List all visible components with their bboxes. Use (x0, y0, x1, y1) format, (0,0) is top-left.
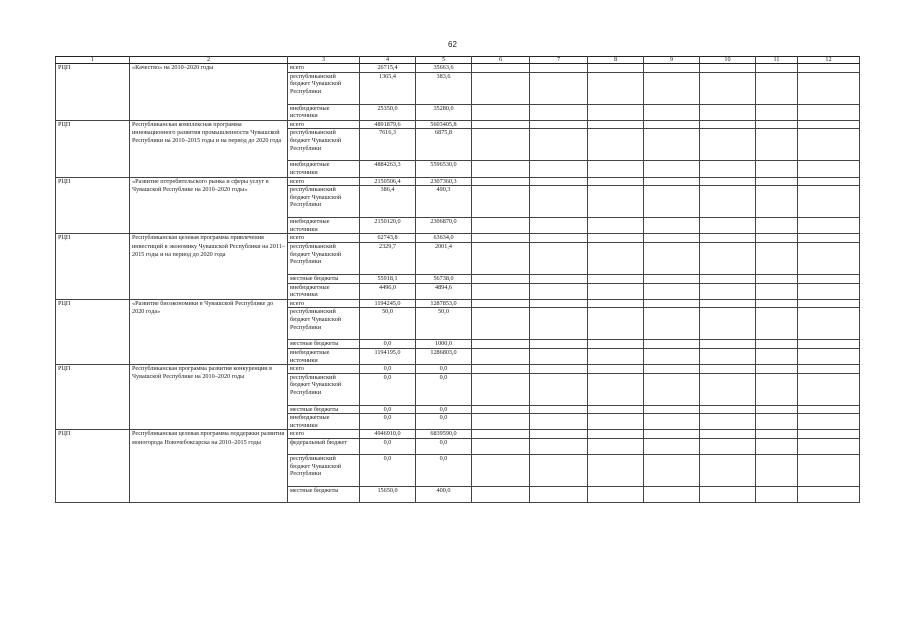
empty-cell (472, 129, 530, 161)
empty-cell (798, 340, 860, 349)
empty-cell (756, 274, 798, 283)
empty-cell (472, 340, 530, 349)
empty-cell (700, 72, 756, 104)
empty-cell (644, 218, 700, 234)
empty-cell (756, 186, 798, 218)
empty-cell (472, 283, 530, 299)
funding-source: республиканский бюджет Чувашской Республики (288, 308, 360, 340)
amount-cell: 0,0 (416, 365, 472, 374)
empty-cell (588, 242, 644, 274)
empty-cell (756, 218, 798, 234)
column-header: 4 (360, 57, 416, 64)
empty-cell (700, 373, 756, 405)
amount-cell: 0,0 (416, 373, 472, 405)
table-row (56, 365, 860, 374)
empty-cell (530, 365, 588, 374)
empty-cell (644, 104, 700, 120)
empty-cell (644, 405, 700, 414)
empty-cell (588, 104, 644, 120)
empty-cell (530, 64, 588, 73)
empty-cell (530, 129, 588, 161)
amount-cell: 4894,6 (416, 283, 472, 299)
program-name: Республиканская программа развития конкуренции в Чувашской Республике на 2010–2020 годы (130, 365, 288, 430)
program-code: РЦП (56, 430, 130, 503)
table-row (56, 64, 860, 73)
program-name: «Качество» на 2010–2020 годы (130, 64, 288, 121)
empty-cell (644, 283, 700, 299)
amount-cell: 6839590,0 (416, 430, 472, 439)
empty-cell (588, 218, 644, 234)
funding-source: внебюджетные источники (288, 104, 360, 120)
header-row (56, 57, 860, 64)
amount-cell: 35280,0 (416, 104, 472, 120)
empty-cell (530, 72, 588, 104)
empty-cell (700, 365, 756, 374)
amount-cell: 1000,0 (416, 340, 472, 349)
empty-cell (530, 161, 588, 177)
empty-cell (644, 177, 700, 186)
empty-cell (700, 64, 756, 73)
funding-source: республиканский бюджет Чувашской Республики (288, 242, 360, 274)
empty-cell (530, 405, 588, 414)
column-header: 7 (530, 57, 588, 64)
amount-cell: 35663,6 (416, 64, 472, 73)
empty-cell (644, 299, 700, 308)
empty-cell (472, 455, 530, 487)
funding-source: внебюджетные источники (288, 348, 360, 364)
empty-cell (588, 439, 644, 455)
amount-cell: 50,0 (416, 308, 472, 340)
empty-cell (700, 487, 756, 503)
column-header: 1 (56, 57, 130, 64)
empty-cell (588, 177, 644, 186)
amount-cell: 55918,1 (360, 274, 416, 283)
empty-cell (756, 365, 798, 374)
empty-cell (700, 161, 756, 177)
empty-cell (644, 414, 700, 430)
funding-source: республиканский бюджет Чувашской Республики (288, 129, 360, 161)
empty-cell (798, 348, 860, 364)
empty-cell (472, 72, 530, 104)
amount-cell: 2329,7 (360, 242, 416, 274)
amount-cell: 0,0 (360, 373, 416, 405)
page-number: 62 (448, 40, 457, 49)
empty-cell (756, 177, 798, 186)
program-code: РЦП (56, 234, 130, 299)
empty-cell (472, 242, 530, 274)
empty-cell (588, 161, 644, 177)
amount-cell: 400,0 (416, 487, 472, 503)
empty-cell (798, 430, 860, 439)
funding-source: местные бюджеты (288, 405, 360, 414)
empty-cell (798, 64, 860, 73)
amount-cell: 1194195,0 (360, 348, 416, 364)
table-row (56, 120, 860, 129)
funding-source: местные бюджеты (288, 487, 360, 503)
empty-cell (756, 120, 798, 129)
empty-cell (798, 218, 860, 234)
empty-cell (644, 186, 700, 218)
amount-cell: 490,3 (416, 186, 472, 218)
amount-cell: 5603405,8 (416, 120, 472, 129)
amount-cell: 0,0 (360, 439, 416, 455)
empty-cell (798, 439, 860, 455)
funding-source: республиканский бюджет Чувашской Республики (288, 186, 360, 218)
empty-cell (472, 299, 530, 308)
empty-cell (644, 234, 700, 243)
empty-cell (644, 120, 700, 129)
empty-cell (798, 120, 860, 129)
empty-cell (644, 242, 700, 274)
empty-cell (644, 439, 700, 455)
empty-cell (700, 455, 756, 487)
empty-cell (530, 218, 588, 234)
empty-cell (644, 64, 700, 73)
empty-cell (530, 234, 588, 243)
empty-cell (756, 405, 798, 414)
empty-cell (588, 283, 644, 299)
empty-cell (472, 405, 530, 414)
empty-cell (756, 299, 798, 308)
empty-cell (798, 365, 860, 374)
funding-source: всего (288, 120, 360, 129)
funding-source: республиканский бюджет Чувашской Республики (288, 455, 360, 487)
empty-cell (700, 439, 756, 455)
amount-cell: 56738,0 (416, 274, 472, 283)
empty-cell (756, 340, 798, 349)
empty-cell (588, 120, 644, 129)
empty-cell (798, 242, 860, 274)
column-header: 5 (416, 57, 472, 64)
empty-cell (798, 373, 860, 405)
amount-cell: 383,6 (416, 72, 472, 104)
funding-source: всего (288, 234, 360, 243)
amount-cell: 26715,4 (360, 64, 416, 73)
empty-cell (798, 405, 860, 414)
empty-cell (700, 129, 756, 161)
empty-cell (700, 218, 756, 234)
table-row (56, 234, 860, 243)
empty-cell (472, 365, 530, 374)
empty-cell (472, 348, 530, 364)
amount-cell: 0,0 (416, 455, 472, 487)
empty-cell (756, 373, 798, 405)
empty-cell (472, 218, 530, 234)
empty-cell (530, 242, 588, 274)
column-header: 9 (644, 57, 700, 64)
empty-cell (530, 373, 588, 405)
empty-cell (644, 365, 700, 374)
empty-cell (798, 308, 860, 340)
program-name: Республиканская целевая программа привлечения инвестиций в экономику Чувашской Республики на 2011–2015 годы и на период до 2020 года (130, 234, 288, 299)
amount-cell: 0,0 (360, 365, 416, 374)
empty-cell (644, 340, 700, 349)
empty-cell (472, 373, 530, 405)
table-row (56, 177, 860, 186)
empty-cell (472, 161, 530, 177)
empty-cell (756, 439, 798, 455)
funding-source: всего (288, 430, 360, 439)
amount-cell: 0,0 (360, 414, 416, 430)
empty-cell (588, 430, 644, 439)
empty-cell (798, 414, 860, 430)
empty-cell (756, 72, 798, 104)
empty-cell (798, 455, 860, 487)
empty-cell (700, 242, 756, 274)
funding-source: всего (288, 299, 360, 308)
table-row (56, 430, 860, 439)
amount-cell: 4884263,3 (360, 161, 416, 177)
empty-cell (798, 274, 860, 283)
empty-cell (756, 487, 798, 503)
amount-cell: 2001,4 (416, 242, 472, 274)
empty-cell (588, 129, 644, 161)
funding-source: республиканский бюджет Чувашской Республики (288, 373, 360, 405)
funding-source: федеральный бюджет (288, 439, 360, 455)
empty-cell (756, 430, 798, 439)
empty-cell (644, 129, 700, 161)
empty-cell (588, 414, 644, 430)
empty-cell (756, 414, 798, 430)
program-code: РЦП (56, 365, 130, 430)
amount-cell: 0,0 (416, 405, 472, 414)
empty-cell (530, 299, 588, 308)
empty-cell (472, 120, 530, 129)
empty-cell (798, 72, 860, 104)
budget-table (55, 56, 860, 503)
empty-cell (700, 177, 756, 186)
empty-cell (530, 308, 588, 340)
empty-cell (472, 104, 530, 120)
empty-cell (472, 274, 530, 283)
empty-cell (700, 405, 756, 414)
empty-cell (644, 161, 700, 177)
empty-cell (472, 186, 530, 218)
empty-cell (644, 72, 700, 104)
amount-cell: 50,0 (360, 308, 416, 340)
amount-cell: 0,0 (360, 455, 416, 487)
empty-cell (530, 120, 588, 129)
program-code: РЦП (56, 299, 130, 364)
amount-cell: 1286803,0 (416, 348, 472, 364)
funding-source: всего (288, 365, 360, 374)
empty-cell (700, 348, 756, 364)
table-row (56, 299, 860, 308)
empty-cell (588, 72, 644, 104)
empty-cell (798, 104, 860, 120)
program-code: РЦП (56, 177, 130, 234)
column-header: 10 (700, 57, 756, 64)
empty-cell (588, 348, 644, 364)
amount-cell: 7616,3 (360, 129, 416, 161)
empty-cell (530, 274, 588, 283)
amount-cell: 2307360,3 (416, 177, 472, 186)
empty-cell (588, 299, 644, 308)
empty-cell (588, 274, 644, 283)
empty-cell (530, 414, 588, 430)
empty-cell (700, 186, 756, 218)
empty-cell (644, 348, 700, 364)
program-name: Республиканская целевая программа поддержки развития моногорода Новочебоксарска на 2010–2015 годы (130, 430, 288, 503)
empty-cell (644, 274, 700, 283)
amount-cell: 6875,8 (416, 129, 472, 161)
funding-source: всего (288, 64, 360, 73)
amount-cell: 1194245,0 (360, 299, 416, 308)
amount-cell: 1365,4 (360, 72, 416, 104)
empty-cell (588, 234, 644, 243)
amount-cell: 2150120,0 (360, 218, 416, 234)
empty-cell (644, 308, 700, 340)
column-header: 11 (756, 57, 798, 64)
empty-cell (700, 299, 756, 308)
empty-cell (756, 242, 798, 274)
column-header: 8 (588, 57, 644, 64)
amount-cell: 2150506,4 (360, 177, 416, 186)
empty-cell (530, 439, 588, 455)
empty-cell (588, 308, 644, 340)
empty-cell (588, 373, 644, 405)
empty-cell (798, 283, 860, 299)
empty-cell (798, 177, 860, 186)
column-header: 6 (472, 57, 530, 64)
amount-cell: 2306870,0 (416, 218, 472, 234)
empty-cell (700, 430, 756, 439)
empty-cell (798, 299, 860, 308)
empty-cell (756, 348, 798, 364)
empty-cell (530, 104, 588, 120)
empty-cell (644, 487, 700, 503)
empty-cell (472, 234, 530, 243)
amount-cell: 63634,0 (416, 234, 472, 243)
empty-cell (588, 487, 644, 503)
empty-cell (700, 414, 756, 430)
empty-cell (700, 308, 756, 340)
empty-cell (700, 283, 756, 299)
column-header: 2 (130, 57, 288, 64)
funding-source: местные бюджеты (288, 274, 360, 283)
program-name: «Развитие биоэкономики в Чувашской Республике до 2020 года» (130, 299, 288, 364)
empty-cell (798, 161, 860, 177)
amount-cell: 4891879,6 (360, 120, 416, 129)
program-name: «Развитие потребительского рынка и сферы услуг в Чувашской Республике на 2010–2020 годы» (130, 177, 288, 234)
program-code: РЦП (56, 64, 130, 121)
empty-cell (530, 340, 588, 349)
empty-cell (798, 487, 860, 503)
column-header: 12 (798, 57, 860, 64)
empty-cell (756, 64, 798, 73)
amount-cell: 4496,0 (360, 283, 416, 299)
empty-cell (530, 283, 588, 299)
amount-cell: 0,0 (360, 405, 416, 414)
empty-cell (756, 455, 798, 487)
funding-source: местные бюджеты (288, 340, 360, 349)
empty-cell (472, 414, 530, 430)
empty-cell (798, 186, 860, 218)
amount-cell: 1287853,0 (416, 299, 472, 308)
amount-cell: 5596530,0 (416, 161, 472, 177)
program-code: РЦП (56, 120, 130, 177)
program-name: Республиканская комплексная программа инновационного развития промышленности Чувашской Республики на 2010–2015 годы и на период до 2020 года (130, 120, 288, 177)
empty-cell (588, 186, 644, 218)
empty-cell (530, 455, 588, 487)
empty-cell (530, 177, 588, 186)
empty-cell (700, 120, 756, 129)
funding-source: внебюджетные источники (288, 161, 360, 177)
amount-cell: 62743,8 (360, 234, 416, 243)
funding-source: республиканский бюджет Чувашской Республики (288, 72, 360, 104)
empty-cell (472, 64, 530, 73)
funding-source: внебюджетные источники (288, 218, 360, 234)
empty-cell (530, 430, 588, 439)
amount-cell: 25350,0 (360, 104, 416, 120)
amount-cell: 4946910,0 (360, 430, 416, 439)
empty-cell (798, 129, 860, 161)
empty-cell (530, 186, 588, 218)
empty-cell (756, 234, 798, 243)
empty-cell (700, 340, 756, 349)
empty-cell (700, 104, 756, 120)
empty-cell (644, 430, 700, 439)
amount-cell: 0,0 (360, 340, 416, 349)
amount-cell: 0,0 (416, 414, 472, 430)
column-header: 3 (288, 57, 360, 64)
empty-cell (756, 283, 798, 299)
empty-cell (700, 234, 756, 243)
empty-cell (756, 129, 798, 161)
amount-cell: 0,0 (416, 439, 472, 455)
empty-cell (588, 365, 644, 374)
empty-cell (588, 405, 644, 414)
empty-cell (472, 430, 530, 439)
funding-source: внебюджетные источники (288, 414, 360, 430)
funding-source: внебюджетные источники (288, 283, 360, 299)
empty-cell (644, 373, 700, 405)
empty-cell (472, 487, 530, 503)
empty-cell (700, 274, 756, 283)
empty-cell (798, 234, 860, 243)
empty-cell (472, 177, 530, 186)
empty-cell (756, 308, 798, 340)
empty-cell (530, 348, 588, 364)
empty-cell (588, 455, 644, 487)
empty-cell (530, 487, 588, 503)
empty-cell (644, 455, 700, 487)
empty-cell (756, 161, 798, 177)
amount-cell: 15650,0 (360, 487, 416, 503)
empty-cell (588, 340, 644, 349)
empty-cell (472, 439, 530, 455)
empty-cell (472, 308, 530, 340)
empty-cell (588, 64, 644, 73)
empty-cell (756, 104, 798, 120)
amount-cell: 386,4 (360, 186, 416, 218)
funding-source: всего (288, 177, 360, 186)
